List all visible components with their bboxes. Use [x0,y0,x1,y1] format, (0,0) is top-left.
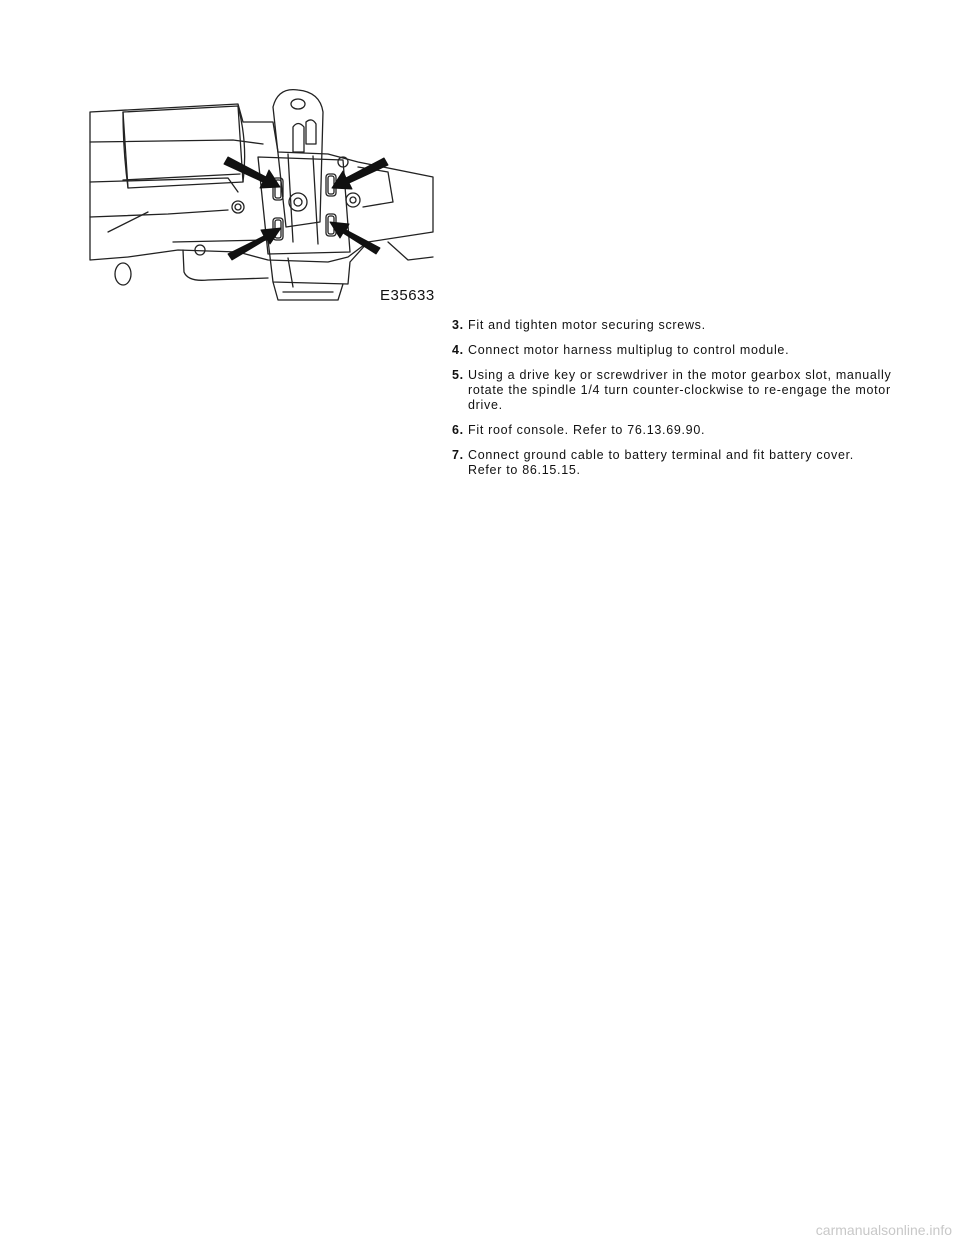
step-text: Fit and tighten motor securing screws. [468,318,706,332]
step-text: Using a drive key or screwdriver in the motor gearbox slot, manually rotate the spindle 1/4 turn counter-clockwise to re-engage the motor drive. [468,368,892,412]
step-number: 5. [452,368,464,382]
figure-label: E35633 [380,287,435,304]
step-number: 4. [452,343,464,357]
step-5 [452,368,892,413]
step-6 [452,423,892,438]
step-text: Connect motor harness multiplug to control module. [468,343,790,357]
step-number: 3. [452,318,464,332]
step-text: Fit roof console. Refer to 76.13.69.90. [468,423,706,437]
step-3 [452,318,892,333]
procedure-steps [452,318,892,488]
motor-illustration [88,82,438,312]
motor-drawing-icon [88,82,438,312]
step-7 [452,448,892,478]
watermark-footer: carmanualsonline.info [815,1222,952,1238]
step-text: Connect ground cable to battery terminal and fit battery cover. Refer to 86.15.15. [468,448,854,477]
step-number: 6. [452,423,464,437]
step-4 [452,343,892,358]
step-number: 7. [452,448,464,462]
